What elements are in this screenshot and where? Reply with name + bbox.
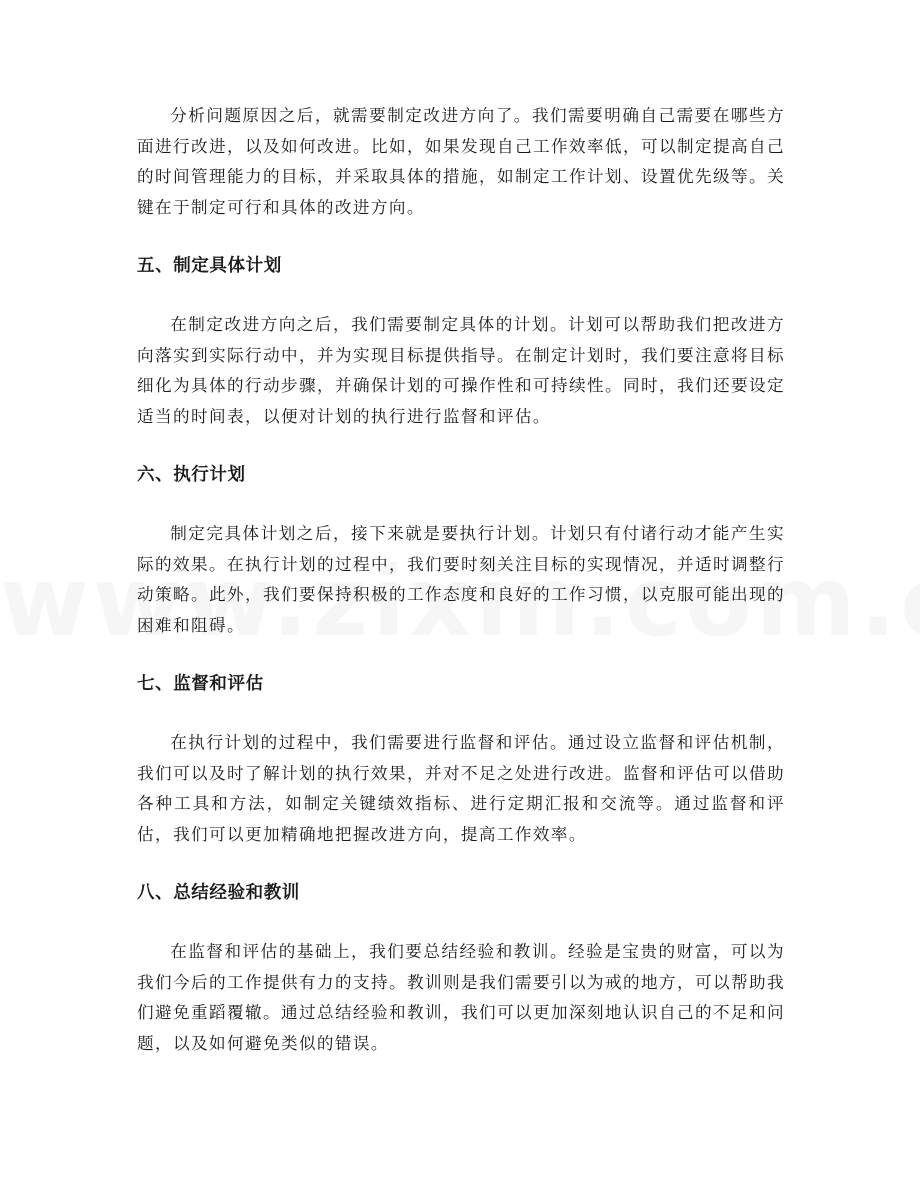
paragraph-section-7: 在执行计划的过程中，我们需要进行监督和评估。通过设立监督和评估机制，我们可以及时了解计划的执行效果，并对不足之处进行改进。监督和评估可以借助各种工具和方法，如制定关键绩效指标、进行定期汇报和交流等。通过监督和评估，我们可以更加精确地把握改进方向，提高工作效率。 (137, 733, 785, 844)
heading-section-5: 五、制定具体计划 (137, 256, 282, 276)
heading-section-6: 六、执行计划 (137, 465, 246, 485)
document-body (137, 101, 785, 1059)
paragraph-section-8: 在监督和评估的基础上，我们要总结经验和教训。经验是宝贵的财富，可以为我们今后的工作提供有力的支持。教训则是我们需要引以为戒的地方，可以帮助我们避免重蹈覆辙。通过总结经验和教训，我们可以更加深刻地认识自己的不足和问题，以及如何避免类似的错误。 (137, 942, 785, 1053)
heading-section-8: 八、总结经验和教训 (137, 883, 300, 903)
paragraph-section-6: 制定完具体计划之后，接下来就是要执行计划。计划只有付诸行动才能产生实际的效果。在执行计划的过程中，我们要时刻关注目标的实现情况，并适时调整行动策略。此外，我们要保持积极的工作态度和良好的工作习惯，以克服可能出现的困难和阻碍。 (137, 524, 785, 635)
paragraph-section-5: 在制定改进方向之后，我们需要制定具体的计划。计划可以帮助我们把改进方向落实到实际行动中，并为实现目标提供指导。在制定计划时，我们要注意将目标细化为具体的行动步骤，并确保计划的可操作性和可持续性。同时，我们还要设定适当的时间表，以便对计划的执行进行监督和评估。 (137, 315, 785, 426)
heading-section-7: 七、监督和评估 (137, 674, 264, 694)
paragraph-intro: 分析问题原因之后，就需要制定改进方向了。我们需要明确自己需要在哪些方面进行改进，以及如何改进。比如，如果发现自己工作效率低，可以制定提高自己的时间管理能力的目标，并采取具体的措施，如制定工作计划、设置优先级等。关键在于制定可行和具体的改进方向。 (137, 106, 785, 217)
